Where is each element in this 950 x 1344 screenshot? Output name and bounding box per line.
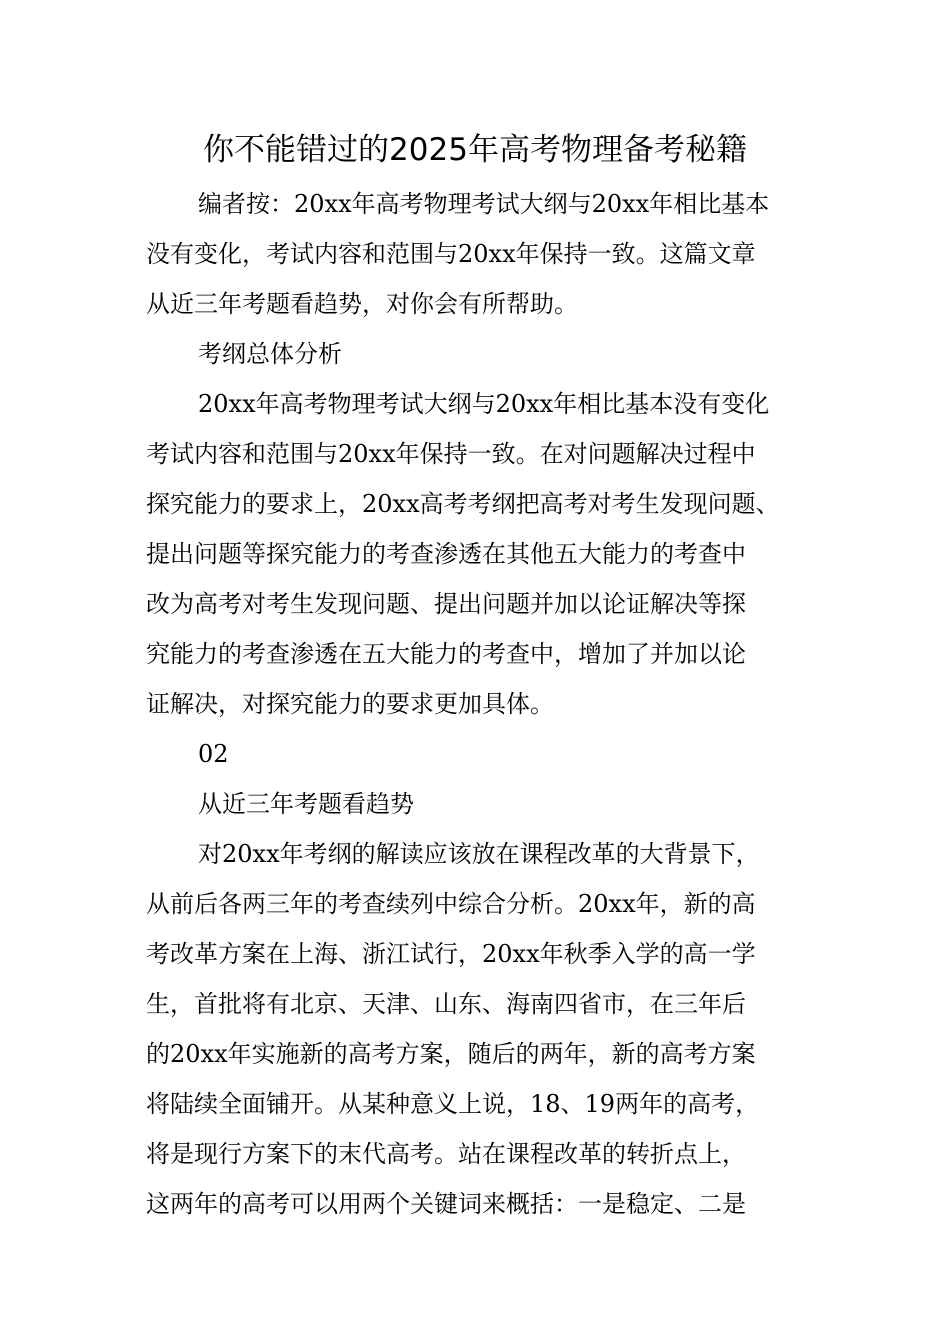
paragraph-outline-analysis bbox=[146, 379, 818, 729]
text-line: 20xx年高考物理考试大纲与20xx年相比基本没有变化 bbox=[198, 390, 770, 418]
document-title: 你不能错过的2025年高考物理备考秘籍 bbox=[203, 132, 747, 168]
text-line: 从近三年考题看趋势 bbox=[198, 790, 414, 818]
section-heading bbox=[146, 329, 818, 379]
text-line: 探究能力的要求上，20xx高考考纲把高考对考生发现问题、 bbox=[146, 490, 780, 518]
section-heading bbox=[146, 779, 818, 829]
text-line: 对20xx年考纲的解读应该放在课程改革的大背景下， bbox=[198, 840, 760, 868]
text-line: 提出问题等探究能力的考查渗透在其他五大能力的考查中 bbox=[146, 540, 746, 568]
text-line: 没有变化，考试内容和范围与20xx年保持一致。这篇文章 bbox=[146, 240, 756, 268]
paragraph-trend-analysis bbox=[146, 829, 818, 1229]
text-line: 考改革方案在上海、浙江试行，20xx年秋季入学的高一学 bbox=[146, 940, 756, 968]
text-line: 考试内容和范围与20xx年保持一致。在对问题解决过程中 bbox=[146, 440, 756, 468]
text-line: 证解决，对探究能力的要求更加具体。 bbox=[146, 690, 554, 718]
text-line: 这两年的高考可以用两个关键词来概括：一是稳定、二是 bbox=[146, 1190, 746, 1218]
text-line: 将陆续全面铺开。从某种意义上说，18、19两年的高考， bbox=[146, 1090, 760, 1118]
text-line: 究能力的考查渗透在五大能力的考查中，增加了并加以论 bbox=[146, 640, 746, 668]
section-number bbox=[146, 729, 818, 779]
text-line: 从前后各两三年的考查续列中综合分析。20xx年，新的高 bbox=[146, 890, 756, 918]
text-line: 生，首批将有北京、天津、山东、海南四省市，在三年后 bbox=[146, 990, 746, 1018]
text-line: 改为高考对考生发现问题、提出问题并加以论证解决等探 bbox=[146, 590, 746, 618]
text-line: 02 bbox=[198, 740, 229, 768]
text-line: 考纲总体分析 bbox=[198, 340, 342, 368]
text-line: 的20xx年实施新的高考方案，随后的两年，新的高考方案 bbox=[146, 1040, 756, 1068]
text-line: 编者按：20xx年高考物理考试大纲与20xx年相比基本 bbox=[198, 190, 770, 218]
text-line: 从近三年考题看趋势，对你会有所帮助。 bbox=[146, 290, 578, 318]
text-line: 将是现行方案下的末代高考。站在课程改革的转折点上， bbox=[146, 1140, 746, 1168]
document-body bbox=[146, 179, 818, 1229]
paragraph-editor-note bbox=[146, 179, 818, 329]
